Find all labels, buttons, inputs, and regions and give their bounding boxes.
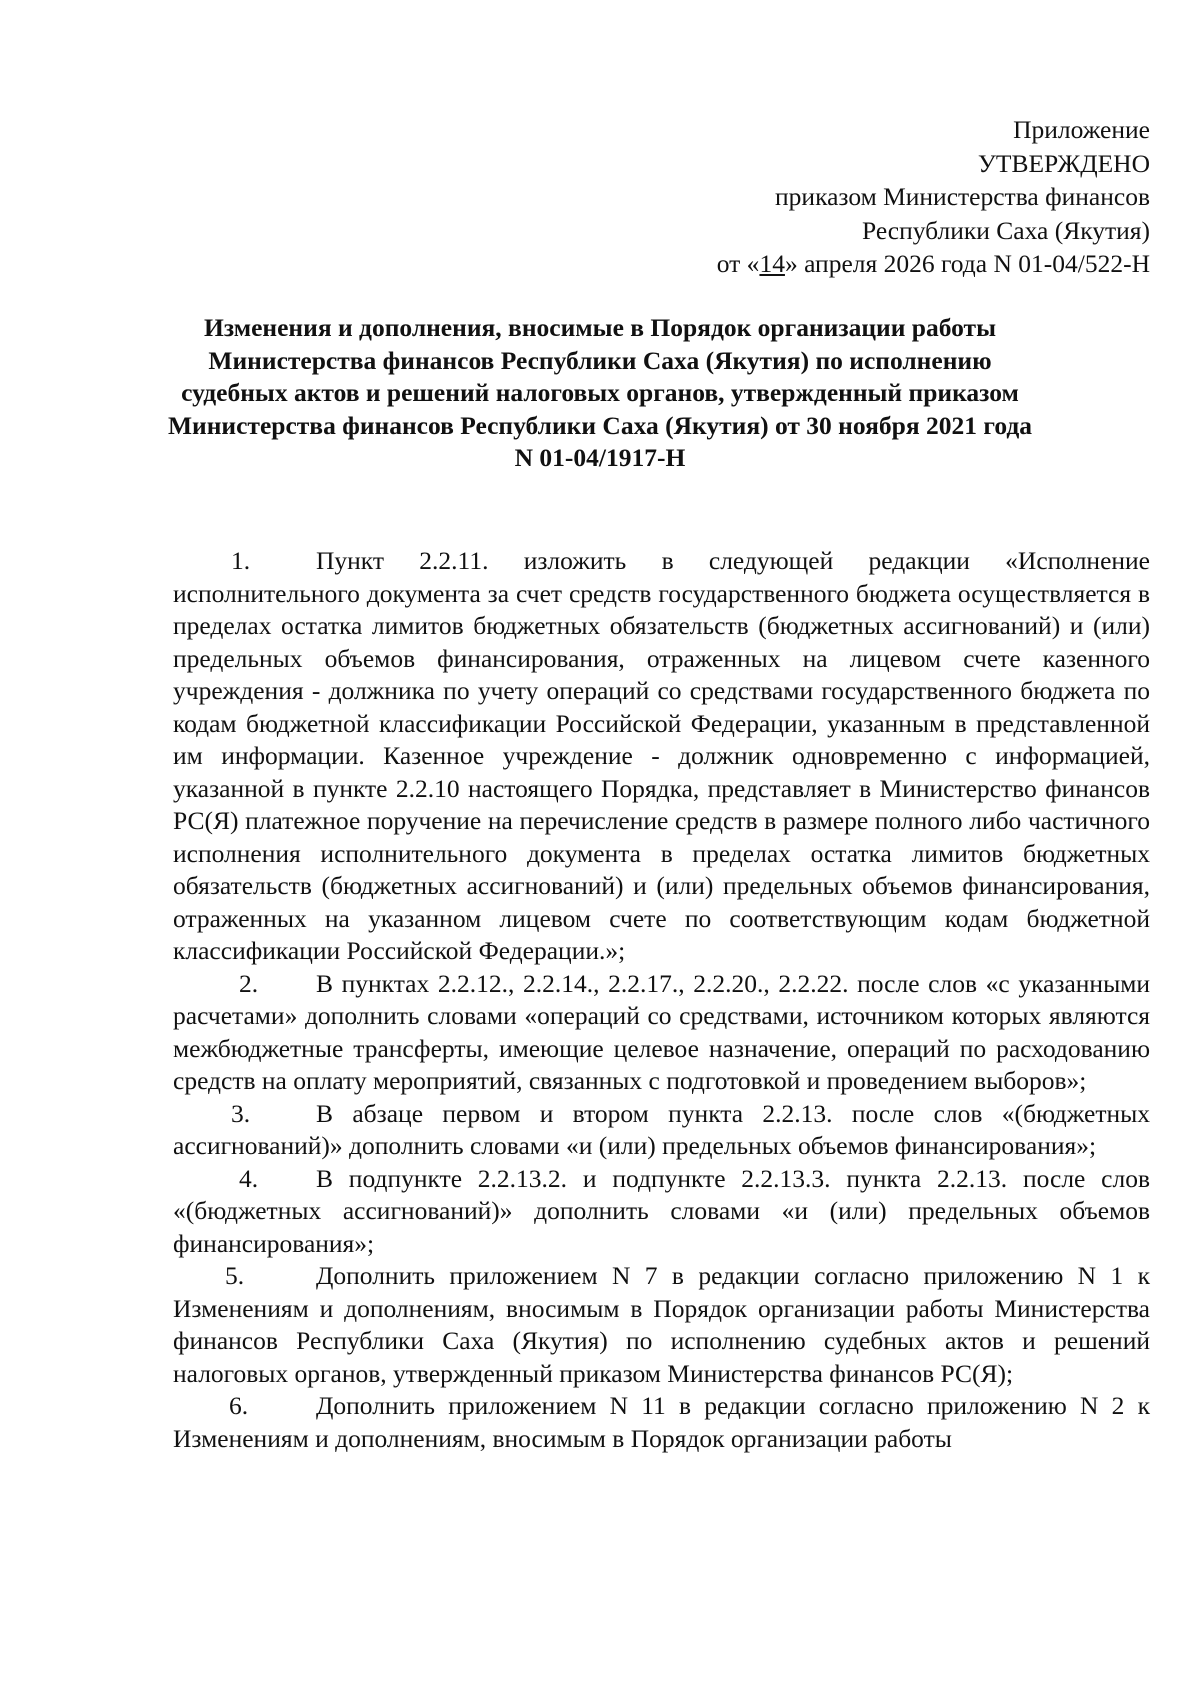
order-date-line (717, 247, 1150, 281)
item-text: Дополнить приложением N 7 в редакции согласно приложению N 1 к Изменениям и дополнениям, вносимым в Порядок организации работы Министерства финансов Республики Саха (Якутия) по исполнению судебных актов и решений налоговых органов, утвержденный приказом Министерства финансов РС(Я); (173, 1261, 1150, 1388)
order-line: приказом Министерства финансов (775, 182, 1150, 211)
item-number: 5. (225, 1261, 245, 1290)
item-number: 2. (239, 968, 259, 998)
date-prefix: от « (716, 249, 760, 278)
document-title (100, 312, 1100, 475)
list-item (173, 1163, 1150, 1261)
item-text: В пунктах 2.2.12., 2.2.14., 2.2.17., 2.2.20., 2.2.22. после слов «с указанными расчетами» дополнить словами «операций со средствами, источником которых являются межбюджетные трансферты, имеющие целевое назначение, операций по расходованию средств на оплату мероприятий, связанных с подготовкой и проведением выборов»; (173, 968, 1150, 1095)
list-item (173, 968, 1150, 1098)
list-item (173, 1260, 1150, 1390)
list-item (173, 1098, 1150, 1163)
item-text: В абзаце первом и втором пункта 2.2.13. после слов «(бюджетных ассигнований)» дополнить словами «и (или) предельных объемов финансирования»; (173, 1098, 1150, 1160)
approval-header (717, 113, 1150, 281)
title-line: N 01-04/1917-Н (514, 443, 686, 472)
republic-line: Республики Саха (Якутия) (861, 215, 1150, 245)
list-item (173, 1390, 1150, 1455)
approved-label: УТВЕРЖДЕНО (977, 148, 1150, 178)
list-item (173, 545, 1150, 968)
title-line: Министерства финансов Республики Саха (Якутия) по исполнению (208, 345, 992, 375)
item-text: Дополнить приложением N 11 в редакции согласно приложению N 2 к Изменениям и дополнениям, вносимым в Порядок организации работы (173, 1391, 1150, 1453)
title-line: Изменения и дополнения, вносимые в Порядок организации работы (204, 313, 996, 342)
item-text: Пункт 2.2.11. изложить в следующей редакции «Исполнение исполнительного документа за счет средств государственного бюджета осуществляется в пределах остатка лимитов бюджетных обязательств (бюджетных ассигнований) и (или) предельных объемов финансирования, отраженных на лицевом счете казенного учреждения - должника по учету операций со средствами государственного бюджета по кодам бюджетной классификации Российской Федерации, указанным в представленной им информации. Казенное учреждение - должник одновременно с информацией, указанной в пункте 2.2.10 настоящего Порядка, представляет в Министерство финансов РС(Я) платежное поручение на перечисление средств в размере полного либо частичного исполнения исполнительного документа в пределах остатка лимитов бюджетных обязательств (бюджетных ассигнований) и (или) предельных объемов финансирования, отраженных на указанном лицевом счете по соответствующим кодам бюджетной классификации Российской Федерации.»; (173, 546, 1150, 965)
item-number: 3. (231, 1098, 251, 1128)
title-line: Министерства финансов Республики Саха (Якутия) от 30 ноября 2021 года (167, 410, 1033, 440)
item-text: В подпункте 2.2.13.2. и подпункте 2.2.13.3. пункта 2.2.13. после слов «(бюджетных ассигнований)» дополнить словами «и (или) предельных объемов финансирования»; (173, 1163, 1150, 1258)
date-day: 14 (759, 249, 785, 278)
appendix-label: Приложение (1013, 115, 1150, 144)
item-number: 1. (231, 546, 251, 575)
title-line: судебных актов и решений налоговых органов, утвержденный приказом (181, 378, 1019, 407)
item-number: 4. (239, 1163, 259, 1193)
item-number: 6. (229, 1391, 249, 1420)
date-suffix: » апреля 2026 года N 01-04/522-Н (784, 249, 1150, 278)
document-body (173, 545, 1150, 1455)
